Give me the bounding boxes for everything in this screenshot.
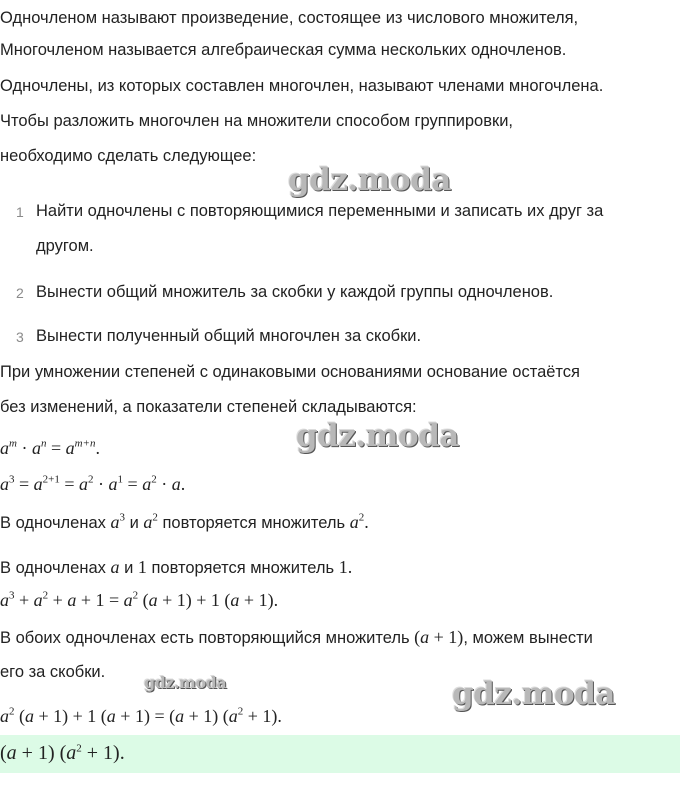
paragraph-grouping-intro: Чтобы разложить многочлен на множители способом группировки, — [0, 112, 513, 130]
watermark: gdz.moda — [288, 162, 451, 198]
formula-grouping: $a^3 + a^2 + a + 1 = a^2$ (a + 1) + 1 (a + 1). — [0, 589, 279, 610]
paragraph-common-factor-1: В одночленах a и 1 повторяется множитель 1. — [0, 557, 353, 577]
paragraph-common-factor-binomial: В обоих одночленах есть повторяющийся множитель (a + 1), можем вынести — [0, 627, 593, 647]
watermark: gdz.moda — [296, 418, 459, 454]
step-text-cont: другом. — [36, 237, 94, 255]
paragraph-power-rule: При умножении степеней с одинаковыми основаниями основание остаётся — [0, 363, 580, 381]
paragraph-monomial-definition: Одночленом называют произведение, состоящее из числового множителя, — [0, 9, 579, 27]
step-text: Найти одночлены с повторяющимися переменными и записать их друг за — [36, 202, 604, 220]
step-text: Вынести общий множитель за скобки у каждой группы одночленов. — [36, 283, 554, 301]
paragraph-power-rule-cont: без изменений, а показатели степеней складываются: — [0, 398, 417, 416]
paragraph-common-factor-a2: В одночленах $a^3$ и $a^2$ повторяется множитель $a^2$. — [0, 511, 369, 532]
step-text: Вынести полученный общий многочлен за скобки. — [36, 327, 422, 345]
formula-a-cubed: $a^3 = a^{2+1} = a^2 \cdot a^1 = a^2 \cdot a$. — [0, 473, 186, 494]
formula-power-rule: $a^m \cdot a^n = a^{m+n}$. — [0, 437, 100, 458]
paragraph-polynomial-definition: Многочленом называется алгебраическая сумма нескольких одночленов. — [0, 41, 567, 59]
step-number: 1 — [16, 204, 24, 220]
paragraph-polynomial-members: Одночлены, из которых составлен многочлен, называют членами многочлена. — [0, 77, 604, 95]
paragraph-common-factor-binomial-cont: его за скобки. — [0, 663, 106, 681]
watermark: gdz.moda — [144, 673, 227, 692]
answer-formula: (a + 1) $(a^2 + 1)$. — [0, 742, 125, 764]
step-number: 3 — [16, 329, 24, 345]
formula-factor-out: $a^2$ (a + 1) + 1 (a + 1) = (a + 1) $(a^2 + 1)$. — [0, 705, 282, 726]
paragraph-grouping-intro-cont: необходимо сделать следующее: — [0, 147, 257, 165]
watermark: gdz.moda — [452, 676, 615, 712]
step-number: 2 — [16, 285, 24, 301]
